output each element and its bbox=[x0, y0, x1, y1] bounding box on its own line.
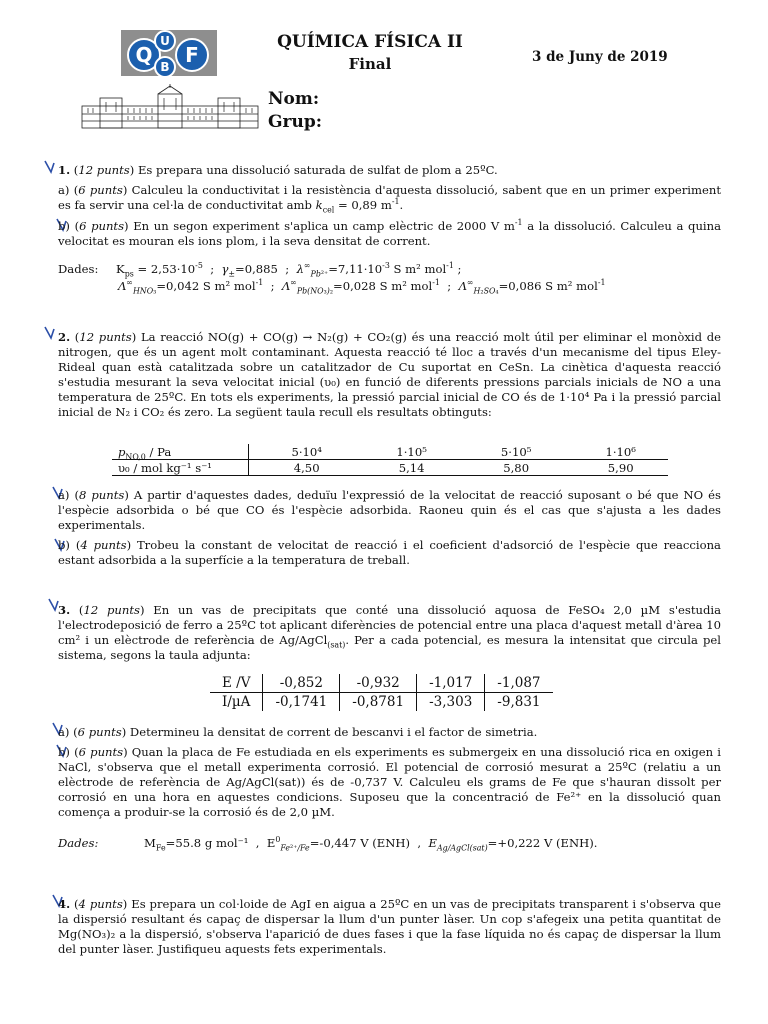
table-cell: 1·10⁶ bbox=[563, 444, 668, 460]
q1b-text: En un segon experiment s'aplica un camp elèctric de 2000 V m bbox=[133, 219, 515, 233]
logo-letter-u: U bbox=[154, 30, 176, 52]
q1a-kcel: = 0,89 m bbox=[337, 198, 392, 212]
table-cell: -0,8781 bbox=[340, 693, 417, 712]
table-cell: 5,90 bbox=[563, 460, 668, 476]
question-3a: a) (6 punts) Determineu la densitat de corrent de bescanvi i el factor de simetria. bbox=[58, 725, 538, 739]
table-cell: -0,852 bbox=[263, 674, 340, 693]
table-cell: 5·10⁵ bbox=[459, 444, 564, 460]
q1-gamma-value: =0,885 bbox=[235, 262, 278, 276]
q3a-points: 6 punts bbox=[77, 725, 122, 739]
q3-m-symbol: M bbox=[144, 836, 156, 850]
q2a-label: a) bbox=[58, 488, 70, 502]
q3-e0-value: =-0,447 V (ENH) bbox=[309, 836, 411, 850]
q1-lambda-hno3: =0,042 S m² mol bbox=[156, 279, 256, 293]
q1-lambda-pbno3: =0,028 S m² mol bbox=[333, 279, 433, 293]
logo-letter-b: B bbox=[154, 56, 176, 78]
question-3: 3. (12 punts) En un vas de precipitats que conté una dissolució aquosa de FeSO₄ 2,0 µM s'estudia l'electrodeposició de ferro a 25ºC tot aplicant diferències de potencial entre una placa d'aquest metall d'àrea 10 cm² i un elèctrode de referència de Ag/AgCl$_{(sat)}$. Per a cada potencial, es mesura la intensitat que circula pel sistema, segons la taula adjunta: bbox=[58, 603, 721, 662]
q3-statement: En un vas de precipitats que conté una dissolució aquosa de FeSO₄ 2,0 µM s'estudia l'electrodeposició de ferro a 25ºC tot aplicant diferències de potencial entre una placa d'aquest metall d'àrea 10 cm² i un elèctrode de referència de Ag/AgCl bbox=[58, 603, 721, 647]
q4-points: 4 punts bbox=[78, 897, 123, 911]
table-cell: -3,303 bbox=[417, 693, 485, 712]
q3-eag-value: =+0,222 V (ENH). bbox=[487, 836, 598, 850]
q2a-points: 8 punts bbox=[78, 488, 125, 502]
q1-dades-label: Dades: bbox=[58, 262, 99, 276]
q3-e0-symbol: E bbox=[266, 836, 276, 850]
q2b-text: Trobeu la constant de velocitat de reacció i el coeficient d'adsorció de l'espècie que reacciona estant adsorbida a la superfície a la temperatura de treball. bbox=[58, 538, 721, 567]
page-subtitle: Final bbox=[348, 55, 392, 73]
q1-lambda-pb-value: =7,11·10 bbox=[328, 262, 383, 276]
university-logo bbox=[121, 30, 217, 76]
logo-letter-q: Q bbox=[127, 38, 161, 72]
q4-number: 4. bbox=[58, 897, 71, 911]
table-row bbox=[210, 693, 553, 712]
q1b-text2: a la dissolució. Calculeu a quina velocitat es mouran els ions plom, i la seva densitat de corrent. bbox=[58, 219, 721, 248]
table-cell: -0,932 bbox=[340, 674, 417, 693]
q3-points: 12 punts bbox=[83, 603, 140, 617]
q3-number: 3. bbox=[58, 603, 71, 617]
q1a-points: 6 punts bbox=[78, 183, 123, 197]
q3-m-value: =55.8 g mol⁻¹ bbox=[165, 836, 249, 850]
q1b-label: b) bbox=[58, 219, 70, 233]
q2b-points: 4 punts bbox=[80, 538, 127, 552]
q2-statement: La reacció NO(g) + CO(g) → N₂(g) + CO₂(g) és una reacció molt útil per eliminar el monòxid de nitrogen, que és un agent molt contaminant. Aquesta reacció té lloc a través d'un mecanisme del tipus Eley-Rideal quan està catalitzada sobre un catalitzador de Cu suportat en CeSn. La cinètica d'aquesta reacció s'estudia mesurant la seva velocitat inicial (υ₀) en funció de diferents pressions parcials inicials de NO a una temperatura de 25ºC. En tots els experiments, la pressió parcial inicial de CO és de 1·10⁴ Pa i la pressió parcial inicial de N₂ i CO₂ és zero. La següent taula recull els resultats obtinguts: bbox=[58, 330, 721, 419]
q3-data-table bbox=[210, 674, 553, 711]
q1-data-row-2: $\Lambda^\infty_{HNO_3}=0,042$ S m² mol$^{-1}$ ; $\Lambda^\infty_{Pb(NO_3)_2}=0,028$ S m² mol$^{-1}$ ; $\Lambda^\infty_{H_2SO_4}=0,086$ S m² mol$^{-1}$ bbox=[118, 278, 606, 296]
q1-kps-value: = 2,53·10 bbox=[137, 262, 196, 276]
q2-number: 2. bbox=[58, 330, 71, 344]
table-row bbox=[210, 674, 553, 693]
q3b-points: 6 punts bbox=[78, 745, 124, 759]
q1-statement: Es prepara una dissolució saturada de sulfat de plom a 25ºC. bbox=[137, 163, 498, 177]
q3-dades-label: Dades: bbox=[58, 836, 99, 850]
q3-statement-2: . Per a cada potencial, es mesura la intensitat que circula pel sistema, segons la taula adjunta: bbox=[58, 633, 721, 662]
question-4: 4. (4 punts) Es prepara un col·loide de AgI en aigua a 25ºC en un vas de precipitats transparent i s'observa que la dispersió resultant és capaç de dispersar la llum d'un punter làser. Un cop s'afegeix una petita quantitat de Mg(NO₃)₂ a la dispersió, s'observa l'aparició de dues fases i que la fase líquida no és capaç de dispersar la llum del punter làser. Justifiqueu aquests fets experimentals. bbox=[58, 897, 721, 956]
q3b-text: Quan la placa de Fe estudiada en els experiments es submergeix en una dissolució rica en oxigen i NaCl, s'observa que el metall experimenta corrosió. El potencial de corrosió mesurat a 25ºC (relatiu a un elèctrode de referència de Ag/AgCl(sat)) és de -0,737 V. Calculeu els grams de Fe que s'hauran dissolt per corrosió en una hora en aquestes condicions. Suposeu que la concentració de Fe²⁺ en la dissolució quan comença a produir-se la corrosió és de 2,0 µM. bbox=[58, 745, 721, 819]
question-1a: a) (6 punts) Calculeu la conductivitat i la resistència d'aquesta dissolució, sabent que en un primer experiment es fa servir una cel·la de conductivitat amb $k_{cel} = 0,89$ $m^{-1}$. bbox=[58, 183, 721, 215]
q4-statement: Es prepara un col·loide de AgI en aigua a 25ºC en un vas de precipitats transparent i s'observa que la dispersió resultant és capaç de dispersar la llum d'un punter làser. Un cop s'afegeix una petita quantitat de Mg(NO₃)₂ a la dispersió, s'observa l'aparició de dues fases i que la fase líquida no és capaç de dispersar la llum del punter làser. Justifiqueu aquests fets experimentals. bbox=[58, 897, 721, 956]
q1-data-row-1: Dades: $K_{ps} = 2,53\cdot 10^{-5}$ ; $\gamma_\pm=0,885$ ; $\lambda^\infty_{Pb^{2+}}=7,11\cdot 10^{-3}$ S m² mol$^{-1}$ ; bbox=[58, 261, 462, 279]
table-row bbox=[112, 460, 668, 476]
q2a-text: A partir d'aquestes dades, deduïu l'expressió de la velocitat de reacció suposant o bé que NO és l'espècie adsorbida o bé que CO és l'espècie adsorbida. Raoneu quin és el cas que s'ajusta a les dades experimentals. bbox=[58, 488, 721, 532]
q1-lambda-h2so4: =0,086 S m² mol bbox=[498, 279, 598, 293]
table-cell: -1,087 bbox=[485, 674, 553, 693]
grup-label: Grup: bbox=[268, 112, 322, 132]
table-cell: 1·10⁵ bbox=[354, 444, 459, 460]
question-3b: b) (6 punts) Quan la placa de Fe estudiada en els experiments es submergeix en una dissolució rica en oxigen i NaCl, s'observa que el metall experimenta corrosió. El potencial de corrosió mesurat a 25ºC (relatiu a un elèctrode de referència de Ag/AgCl(sat)) és de -0,737 V. Calculeu els grams de Fe que s'hauran dissolt per corrosió en una hora en aquestes condicions. Suposeu que la concentració de Fe²⁺ en la dissolució quan comença a produir-se la corrosió és de 2,0 µM. bbox=[58, 745, 721, 819]
q1-kps-symbol: K bbox=[116, 262, 125, 276]
question-1b: b) (6 punts) En un segon experiment s'aplica un camp elèctric de 2000 V $m^{-1}$ a la dissolució. Calculeu a quina velocitat es mouran els ions plom, i la seva densitat de corrent. bbox=[58, 218, 721, 248]
table-cell: -0,1741 bbox=[263, 693, 340, 712]
question-1: 1. (12 punts) Es prepara una dissolució saturada de sulfat de plom a 25ºC. bbox=[58, 163, 498, 177]
q2b-label: b) bbox=[58, 538, 70, 552]
q1-lambda-pb-units: S m² mol bbox=[393, 262, 447, 276]
q1b-points: 6 punts bbox=[79, 219, 125, 233]
university-building-image bbox=[80, 84, 260, 130]
question-2b: b) (4 punts) Trobeu la constant de velocitat de reacció i el coeficient d'adsorció de l'espècie que reacciona estant adsorbida a la superfície a la temperatura de treball. bbox=[58, 538, 721, 567]
logo-letter-f: F bbox=[175, 38, 209, 72]
nom-label: Nom: bbox=[268, 89, 320, 109]
q2-points: 12 punts bbox=[79, 330, 132, 344]
q3-eag-symbol: E bbox=[428, 836, 437, 850]
page-title: QUÍMICA FÍSICA II bbox=[277, 32, 463, 52]
table-cell: E /V bbox=[210, 674, 263, 693]
check-mark-icon bbox=[44, 160, 58, 174]
table-cell: $p_{NO,0}$ / Pa bbox=[112, 444, 249, 460]
q3b-label: b) bbox=[58, 745, 70, 759]
q1a-label: a) bbox=[58, 183, 70, 197]
question-2: 2. (12 punts) La reacció NO(g) + CO(g) → N₂(g) + CO₂(g) és una reacció molt útil per eliminar el monòxid de nitrogen, que és un agent molt contaminant. Aquesta reacció té lloc a través d'un mecanisme del tipus Eley-Rideal quan està catalitzada sobre un catalitzador de Cu suportat en CeSn. La cinètica d'aquesta reacció s'estudia mesurant la seva velocitat inicial (υ₀) en funció de diferents pressions parcials inicials de NO a una temperatura de 25ºC. En tots els experiments, la pressió parcial inicial de CO és de 1·10⁴ Pa i la pressió parcial inicial de N₂ i CO₂ és zero. La següent taula recull els resultats obtinguts: bbox=[58, 330, 721, 419]
table-cell: 5,80 bbox=[459, 460, 564, 476]
student-fields bbox=[268, 88, 322, 134]
q3a-text: Determineu la densitat de corrent de bescanvi i el factor de simetria. bbox=[129, 725, 538, 739]
q2-data-table bbox=[112, 444, 668, 476]
table-cell: υ₀ / mol kg⁻¹ s⁻¹ bbox=[112, 460, 249, 476]
q1a-text: Calculeu la conductivitat i la resistència d'aquesta dissolució, sabent que en un primer experiment es fa servir una cel·la de conductivitat amb bbox=[58, 183, 721, 212]
q3-statement-sub: (sat) bbox=[327, 640, 346, 650]
table-cell: I/µA bbox=[210, 693, 263, 712]
table-cell: 5,14 bbox=[354, 460, 459, 476]
q3a-label: a) bbox=[58, 725, 70, 739]
question-2a: a) (8 punts) A partir d'aquestes dades, deduïu l'expressió de la velocitat de reacció suposant o bé que NO és l'espècie adsorbida o bé que CO és l'espècie adsorbida. Raoneu quin és el cas que s'ajusta a les dades experimentals. bbox=[58, 488, 721, 532]
table-cell: -1,017 bbox=[417, 674, 485, 693]
q1-number: 1. bbox=[58, 163, 71, 177]
table-cell: 5·10⁴ bbox=[249, 444, 355, 460]
q3-data-row: Dades: $M_{Fe}=55.8$ g mol⁻¹ , $E^0_{Fe^{2+}/Fe}=-0,447$ V (ENH) , $E_{Ag/AgCl(sat)}=+0,222$ V (ENH). bbox=[58, 835, 598, 853]
table-cell: -9,831 bbox=[497, 694, 541, 710]
q1-points: 12 punts bbox=[78, 163, 130, 177]
table-row bbox=[112, 444, 668, 460]
check-mark-icon bbox=[44, 326, 58, 340]
table-cell: 4,50 bbox=[249, 460, 355, 476]
exam-date: 3 de Juny de 2019 bbox=[532, 49, 668, 65]
